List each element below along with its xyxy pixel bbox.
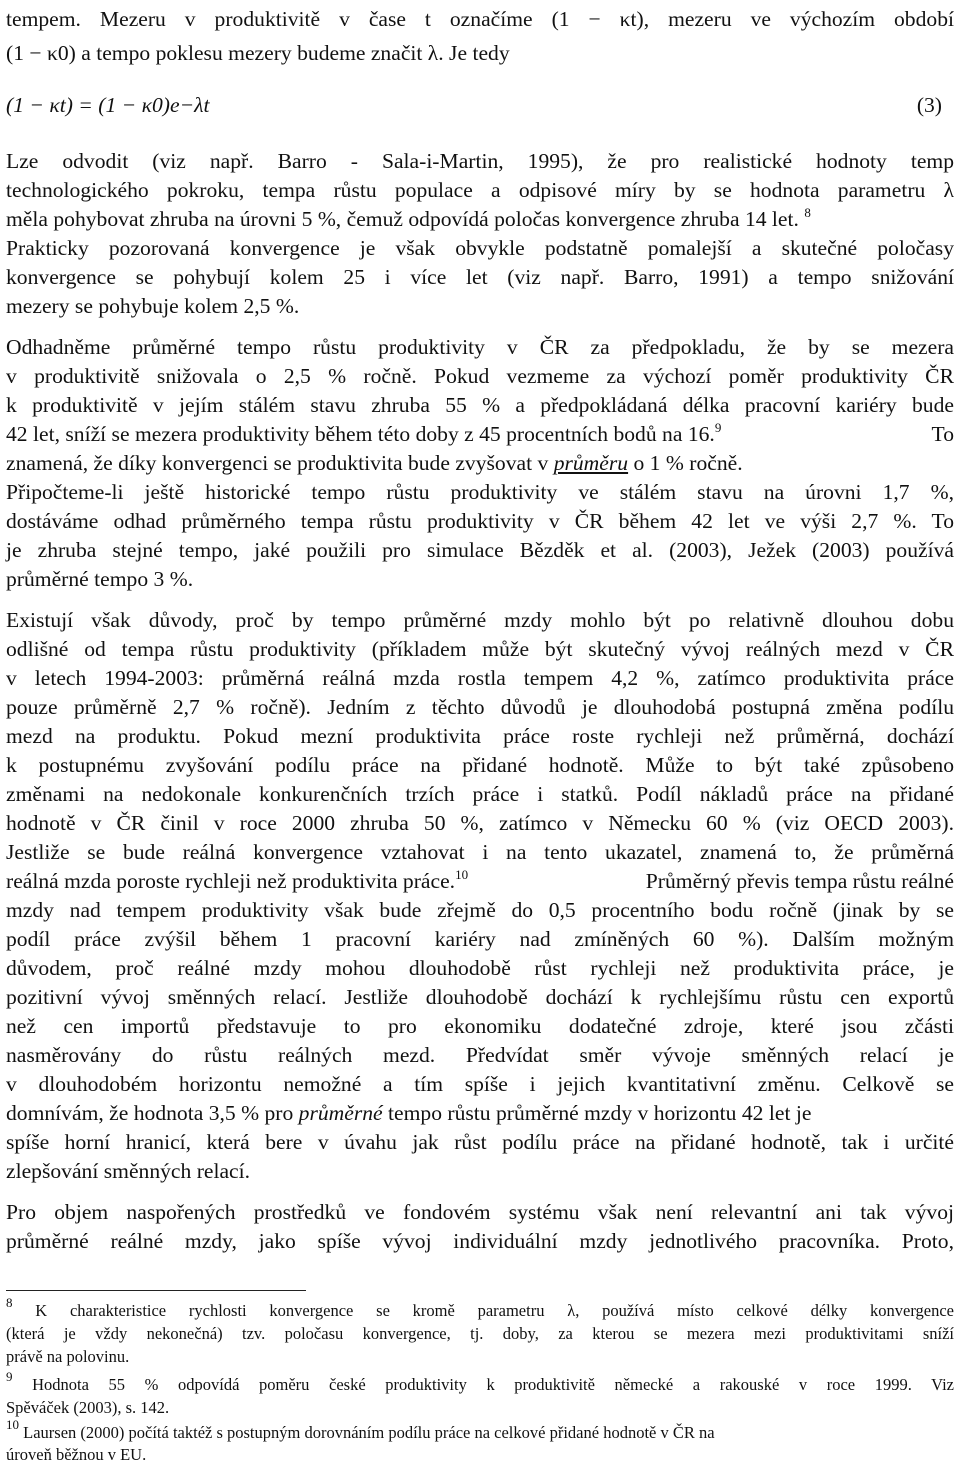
footnote-10 (6, 1417, 715, 1444)
text-line: tempem. Mezeru v produktivitě v čase t označíme (1 − κt), mezeru ve výchozím období (6, 7, 954, 31)
italic-emphasis: průměrné (298, 1101, 383, 1125)
footnote-mark-9: 9 (714, 420, 722, 435)
text-span: 42 let, sníží se mezera produktivity během této doby z 45 procentních bodů na 16. (6, 422, 715, 446)
text-line (6, 1098, 954, 1128)
footnote-line: úroveň běžnou v EU. (6, 1445, 147, 1464)
text-span: domnívám, že hodnota 3,5 % pro (6, 1101, 294, 1125)
equation-3 (6, 90, 954, 120)
footnote-9 (6, 1369, 954, 1396)
italic-emphasis: průměru (553, 451, 629, 475)
footnote-text: Hodnota 55 % odpovídá poměru české produktivity k produktivitě německé a rakouské v roce 1999. Viz (32, 1375, 954, 1394)
equation-number: (3) (916, 93, 942, 117)
text-line: Existují však důvody, proč by tempo průměrné mzdy mohlo být po relativně dlouhou dobu (6, 608, 954, 632)
footnote-number: 8 (6, 1295, 13, 1310)
text-line: průměrné tempo 3 %. (6, 567, 194, 591)
text-line: mzdy nad tempem produktivity však bude zřejmě do 0,5 procentního bodu ročně (jinak by se (6, 898, 954, 922)
footnote-line: právě na polovinu. (6, 1347, 130, 1366)
text-line: podíl práce zvýšil během 1 pracovní kariéry nad zmíněných 60 %). Dalším možným (6, 927, 954, 951)
text-line: dostáváme odhad průměrného tempa růstu produktivity v ČR během 42 let ve výši 2,7 %. To (6, 509, 954, 533)
text-line: Odhadněme průměrné tempo růstu produktivity v ČR za předpokladu, že by se mezera (6, 335, 954, 359)
text-line: Jestliže se bude reálná konvergence vztahovat i na tento ukazatel, znamená to, že průměrná (6, 840, 954, 864)
footnote-separator (6, 1290, 306, 1291)
footnote-number: 9 (6, 1369, 13, 1384)
text-line: k produktivitě v jejím stálém stavu zhruba 55 % a předpokládaná délka pracovní kariéry bude (6, 393, 954, 417)
text-line: průměrné reálné mzdy, jako spíše vývoj individuální mzdy jednotlivého pracovníka. Proto, (6, 1229, 954, 1253)
text-line: konvergence se pohybují kolem 25 i více let (viz např. Barro, 1991) a tempo snižování (6, 265, 954, 289)
text-line: hodnotě v ČR činil v roce 2000 zhruba 50 %, zatímco v Německu 60 % (viz OECD 2003). (6, 811, 954, 835)
text-line: v dlouhodobém horizontu nemožné a tím spíše i jejich kvantitativní změnu. Celkově se (6, 1072, 954, 1096)
footnote-mark-8: 8 (804, 205, 811, 220)
text-line (6, 419, 954, 449)
text-line: než cen importů představuje to pro ekonomiku dodatečné zdroje, které jsou zčásti (6, 1014, 954, 1038)
text-line: v produktivitě snižovala o 2,5 % ročně. Pokud vezmeme za výchozí poměr produktivity ČR (6, 364, 954, 388)
text-line: spíše horní hranicí, která bere v úvahu jak růst podílu práce na přidané hodnotě, tak i určité (6, 1130, 954, 1154)
text-line: k postupnému zvyšování podílu práce na přidané hodnotě. Může to být také způsobeno (6, 753, 954, 777)
text-line: změnami na nedokonale konkurenčních trzích práce i statků. Podíl nákladů práce na přidané (6, 782, 954, 806)
text-line: odlišné od tempa růstu produktivity (příkladem může být skutečný vývoj reálných mezd v ČR (6, 637, 954, 661)
text-line: Lze odvodit (viz např. Barro - Sala-i-Martin, 1995), že pro realistické hodnoty temp (6, 149, 954, 173)
footnote-text: Laursen (2000) počítá taktéž s postupným dorovnáním podílu práce na celkové přidané hodnotě v ČR na (23, 1423, 715, 1442)
text-line: Pro objem naspořených prostředků ve fondovém systému však není relevantní ani tak vývoj (6, 1200, 954, 1224)
text-line: nasměrovány do růstu reálných mezd. Předvídat směr vývoje směnných relací je (6, 1043, 954, 1067)
text-line: (1 − κ0) a tempo poklesu mezery budeme značit λ. Je tedy (6, 41, 510, 65)
text-line (6, 448, 954, 478)
text-span: měla pohybovat zhruba na úrovni 5 %, čemuž odpovídá poločas konvergence zhruba 14 let. (6, 207, 799, 231)
text-span: znamená, že díky konvergenci se produktivita bude zvyšovat v (6, 451, 549, 475)
text-span: To (931, 422, 954, 446)
text-line: pozitivní vývoj směnných relací. Jestliže dlouhodobě dochází k rychlejšímu růstu cen exportů (6, 985, 954, 1009)
text-line: je zhruba stejné tempo, jaké použili pro simulace Bězděk et al. (2003), Ježek (2003) používá (6, 538, 954, 562)
footnote-8 (6, 1295, 954, 1322)
equation-formula: (1 − κt) = (1 − κ0)e−λt (6, 93, 210, 117)
text-line: mezery se pohybuje kolem 2,5 %. (6, 294, 300, 318)
text-span: o 1 % ročně. (633, 451, 743, 475)
footnote-number: 10 (6, 1417, 19, 1432)
text-line: pouze průměrně 2,7 % ročně). Jedním z těchto důvodů je dlouhodobá postupná změna podílu (6, 695, 954, 719)
text-span: Průměrný převis tempa růstu reálné (645, 869, 954, 893)
text-line: Připočteme-li ještě historické tempo růstu produktivity ve stálém stavu na úrovni 1,7 %, (6, 480, 954, 504)
footnote-mark-10: 10 (455, 867, 469, 882)
text-line: v letech 1994-2003: průměrná reálná mzda rostla tempem 4,2 %, zatímco produktivita práce (6, 666, 954, 690)
text-line: zlepšování směnných relací. (6, 1159, 251, 1183)
text-line: Prakticky pozorovaná konvergence je však obvykle podstatně pomalejší a skutečné poločasy (6, 236, 954, 260)
text-span: tempo růstu průměrné mzdy v horizontu 42 let je (388, 1101, 812, 1125)
text-line (6, 866, 954, 896)
text-line: důvodem, proč reálné mzdy mohou dlouhodobě růst rychleji než produktivita práce, je (6, 956, 954, 980)
text-line: mezd na produktu. Pokud mezní produktivita práce roste rychleji než průměrná, dochází (6, 724, 954, 748)
text-line (6, 204, 811, 234)
footnote-line: Spěváček (2003), s. 142. (6, 1398, 170, 1417)
footnote-line: (která je vždy nekonečná) tzv. poločasu konvergence, tj. doby, za kterou se mezera mezi produktivitami sníží (6, 1324, 954, 1343)
text-line: technologického pokroku, tempa růstu populace a odpisové míry by se hodnota parametru λ (6, 178, 954, 202)
text-span: reálná mzda poroste rychleji než produktivita práce. (6, 869, 456, 893)
footnote-text: K charakteristice rychlosti konvergence se kromě parametru λ, používá místo celkové délky konvergence (35, 1301, 954, 1320)
